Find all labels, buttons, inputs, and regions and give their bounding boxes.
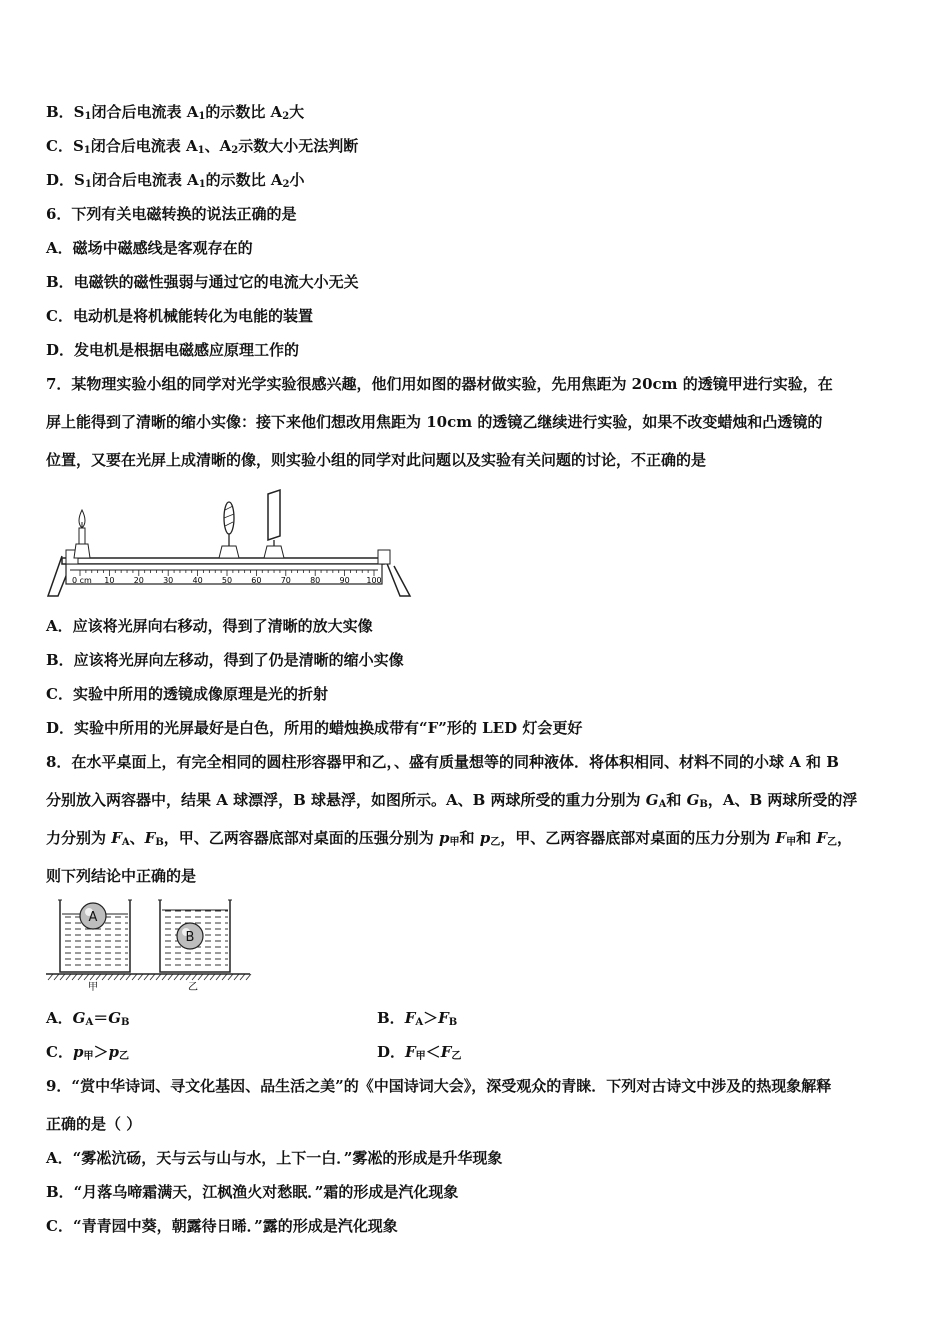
var-g: G	[645, 791, 659, 809]
text: 的示数比 A	[205, 103, 283, 121]
subscript: 乙	[827, 837, 838, 848]
subscript: A	[121, 837, 130, 848]
text: C．S	[46, 137, 84, 155]
subscript: 1	[197, 145, 205, 156]
table-hatch	[66, 974, 71, 980]
q7-stem-line1: 7．某物理实验小组的同学对光学实验很感兴趣，他们用如图的器材做实验，先用焦距为 20cm 的透镜甲进行实验，在	[46, 375, 833, 393]
table-hatch	[216, 974, 221, 980]
text: 小	[289, 171, 305, 189]
var-f: F	[775, 829, 787, 847]
subscript: 2	[282, 111, 290, 122]
q7-stem-line3: 位置，又要在光屏上成清晰的像，则实验小组的同学对此问题以及实验有关问题的讨论，不正确的是	[46, 451, 707, 469]
relation: ＜	[425, 1043, 441, 1061]
q7-option-a: A．应该将光屏向右移动，得到了清晰的放大实像	[46, 617, 373, 635]
table-hatch	[162, 974, 167, 980]
var-f: F	[440, 1043, 452, 1061]
text: B．	[377, 1009, 405, 1027]
table-hatch	[78, 974, 83, 980]
q6-option-c: C．电动机是将机械能转化为电能的装置	[46, 307, 313, 325]
ruler-tick-label: 70	[280, 576, 291, 585]
label-jia: 甲	[88, 982, 98, 992]
q9-option-b: B．“月落乌啼霜满天，江枫渔火对愁眠．”霜的形成是汽化现象	[46, 1183, 459, 1201]
var-p: p	[108, 1043, 119, 1061]
ruler-tick-label: 30	[163, 576, 174, 585]
table-hatch	[156, 974, 161, 980]
subscript: 甲	[83, 1051, 94, 1062]
ruler-tick-label: 100	[366, 576, 382, 585]
relation: ＞	[423, 1009, 439, 1027]
table-hatch	[246, 974, 251, 980]
q5-option-d	[46, 170, 305, 195]
table-hatch	[210, 974, 215, 980]
text: B．S	[46, 103, 85, 121]
subscript: 1	[198, 111, 206, 122]
subscript: 甲	[449, 837, 460, 848]
table-hatch	[138, 974, 143, 980]
text: 、	[129, 829, 145, 847]
q8-stem-line1: 8．在水平桌面上，有完全相同的圆柱形容器甲和乙，、盛有质量想等的同种液体．将体积相同、材料不同的小球 A 和 B	[46, 753, 839, 771]
text: 分别放入两容器中，结果 A 球漂浮，B 球悬浮，如图所示。A、B 两球所受的重力分别为	[46, 791, 646, 809]
subscript: 甲	[786, 837, 797, 848]
text: ，甲、乙两容器底部对桌面的压强分别为	[163, 829, 440, 847]
table-hatch	[72, 974, 77, 980]
q5-option-c	[46, 136, 358, 161]
var-g: G	[72, 1009, 86, 1027]
table-hatch	[120, 974, 125, 980]
ruler-tick-label: 60	[251, 576, 262, 585]
q8-option-b	[377, 1008, 457, 1033]
table-hatch	[186, 974, 191, 980]
q8-option-d	[377, 1042, 461, 1067]
text: 、A	[204, 137, 232, 155]
subscript: A	[415, 1017, 424, 1028]
q7-option-d: D．实验中所用的光屏最好是白色，所用的蜡烛换成带有“F”形的 LED 灯会更好	[46, 719, 583, 737]
text: 示数大小无法判断	[238, 137, 359, 155]
text: ，甲、乙两容器底部对桌面的压力分别为	[500, 829, 776, 847]
ruler-tick-label: 10	[104, 576, 115, 585]
text: 大	[289, 103, 305, 121]
label-yi: 乙	[188, 982, 198, 992]
q8-option-c	[46, 1042, 129, 1067]
subscript: B	[448, 1017, 458, 1028]
subscript: A	[658, 799, 667, 810]
q6-option-b: B．电磁铁的磁性强弱与通过它的电流大小无关	[46, 273, 359, 291]
text: 和	[459, 829, 480, 847]
subscript: 甲	[415, 1051, 426, 1062]
q8-stem-line4: 则下列结论中正确的是	[46, 867, 197, 885]
q9-option-c: C．“青青园中葵，朝露待日晞．”露的形成是汽化现象	[46, 1217, 398, 1235]
text: ，	[837, 829, 853, 847]
subscript: 1	[84, 111, 92, 122]
table-hatch	[96, 974, 101, 980]
subscript: 1	[83, 145, 91, 156]
table-hatch	[204, 974, 209, 980]
table-hatch	[60, 974, 65, 980]
table-hatch	[168, 974, 173, 980]
containers-figure	[44, 896, 254, 992]
table-hatch	[132, 974, 137, 980]
ruler-tick-label: 90	[339, 576, 350, 585]
ball-b	[177, 923, 203, 949]
subscript: 乙	[118, 1051, 129, 1062]
table-hatch	[198, 974, 203, 980]
ball-a-label: A	[88, 910, 98, 925]
ruler-unit-label: 0 cm	[72, 576, 92, 585]
table-hatch	[84, 974, 89, 980]
text: 和	[666, 791, 687, 809]
convex-lens	[219, 502, 239, 558]
text: 闭合后电流表 A	[90, 137, 198, 155]
var-p: p	[72, 1043, 84, 1061]
q6-stem: 6．下列有关电磁转换的说法正确的是	[46, 205, 297, 223]
table-hatch	[174, 974, 179, 980]
text: 闭合后电流表 A	[91, 171, 199, 189]
light-screen	[264, 490, 284, 558]
ruler-tick-label: 80	[310, 576, 321, 585]
subscript: 乙	[451, 1051, 462, 1062]
table-hatch	[180, 974, 185, 980]
var-f: F	[438, 1009, 449, 1027]
q8-option-a	[46, 1008, 130, 1033]
text: D．S	[46, 171, 85, 189]
q9-option-a: A．“雾凇沆砀，天与云与山与水，上下一白．”雾凇的形成是升华现象	[46, 1149, 503, 1167]
subscript: A	[85, 1017, 94, 1028]
relation: ＝	[93, 1009, 109, 1027]
table-hatch	[222, 974, 227, 980]
subscript: B	[155, 837, 164, 848]
text: A．	[46, 1009, 73, 1027]
table-hatch	[90, 974, 95, 980]
var-f: F	[404, 1009, 416, 1027]
subscript: 2	[282, 179, 290, 190]
var-p: p	[439, 829, 450, 847]
text: 闭合后电流表 A	[91, 103, 199, 121]
ruler-tick-label: 40	[192, 576, 203, 585]
var-f: F	[111, 829, 122, 847]
table-hatch	[234, 974, 239, 980]
subscript: B	[121, 1017, 130, 1028]
q9-stem-line1: 9．“赏中华诗词、寻文化基因、品生活之美”的《中国诗词大会》，深受观众的青睐．下列对古诗文中涉及的热现象解释	[46, 1077, 832, 1095]
candle	[74, 510, 90, 558]
table-hatch	[114, 974, 119, 980]
q7-stem-line2: 屏上能得到了清晰的缩小实像：接下来他们想改用焦距为 10cm 的透镜乙继续进行实验，如果不改变蜡烛和凸透镜的	[46, 413, 823, 431]
text: 和	[796, 829, 817, 847]
q8-stem-line2	[46, 790, 857, 815]
q5-option-b	[46, 102, 304, 127]
text: 的示数比 A	[205, 171, 283, 189]
q9-stem-line2: 正确的是（ ）	[46, 1115, 142, 1133]
ball-b-label: B	[185, 930, 195, 945]
var-g: G	[108, 1009, 122, 1027]
subscript: 乙	[490, 837, 501, 848]
subscript: 1	[198, 179, 206, 190]
table-hatch	[102, 974, 107, 980]
optical-bench-figure	[44, 488, 414, 604]
table-hatch	[126, 974, 131, 980]
table-hatch	[144, 974, 149, 980]
var-f: F	[405, 1043, 416, 1061]
text: ，A、B 两球所受的浮	[707, 791, 858, 809]
table-hatch	[54, 974, 59, 980]
text: C．	[46, 1043, 73, 1061]
text: D．	[377, 1043, 406, 1061]
var-g: G	[686, 791, 700, 809]
table-hatch	[228, 974, 233, 980]
table-hatch	[240, 974, 245, 980]
subscript: 2	[231, 145, 239, 156]
q7-option-c: C．实验中所用的透镜成像原理是光的折射	[46, 685, 328, 703]
var-p: p	[479, 829, 491, 847]
relation: ＞	[93, 1043, 109, 1061]
q8-stem-line3	[46, 828, 852, 853]
table-hatch	[192, 974, 197, 980]
ruler-tick-label: 20	[133, 576, 144, 585]
var-f: F	[144, 829, 156, 847]
table-hatch	[150, 974, 155, 980]
q6-option-a: A．磁场中磁感线是客观存在的	[46, 239, 253, 257]
table-hatch	[48, 974, 53, 980]
text: 力分别为	[46, 829, 112, 847]
subscript: B	[699, 799, 708, 810]
ball-a	[80, 903, 106, 929]
var-f: F	[816, 829, 828, 847]
table-hatch	[108, 974, 113, 980]
subscript: 1	[84, 179, 92, 190]
ruler-tick-label: 50	[221, 576, 233, 585]
q7-option-b: B．应该将光屏向左移动，得到了仍是清晰的缩小实像	[46, 651, 404, 669]
q6-option-d: D．发电机是根据电磁感应原理工作的	[46, 341, 300, 359]
